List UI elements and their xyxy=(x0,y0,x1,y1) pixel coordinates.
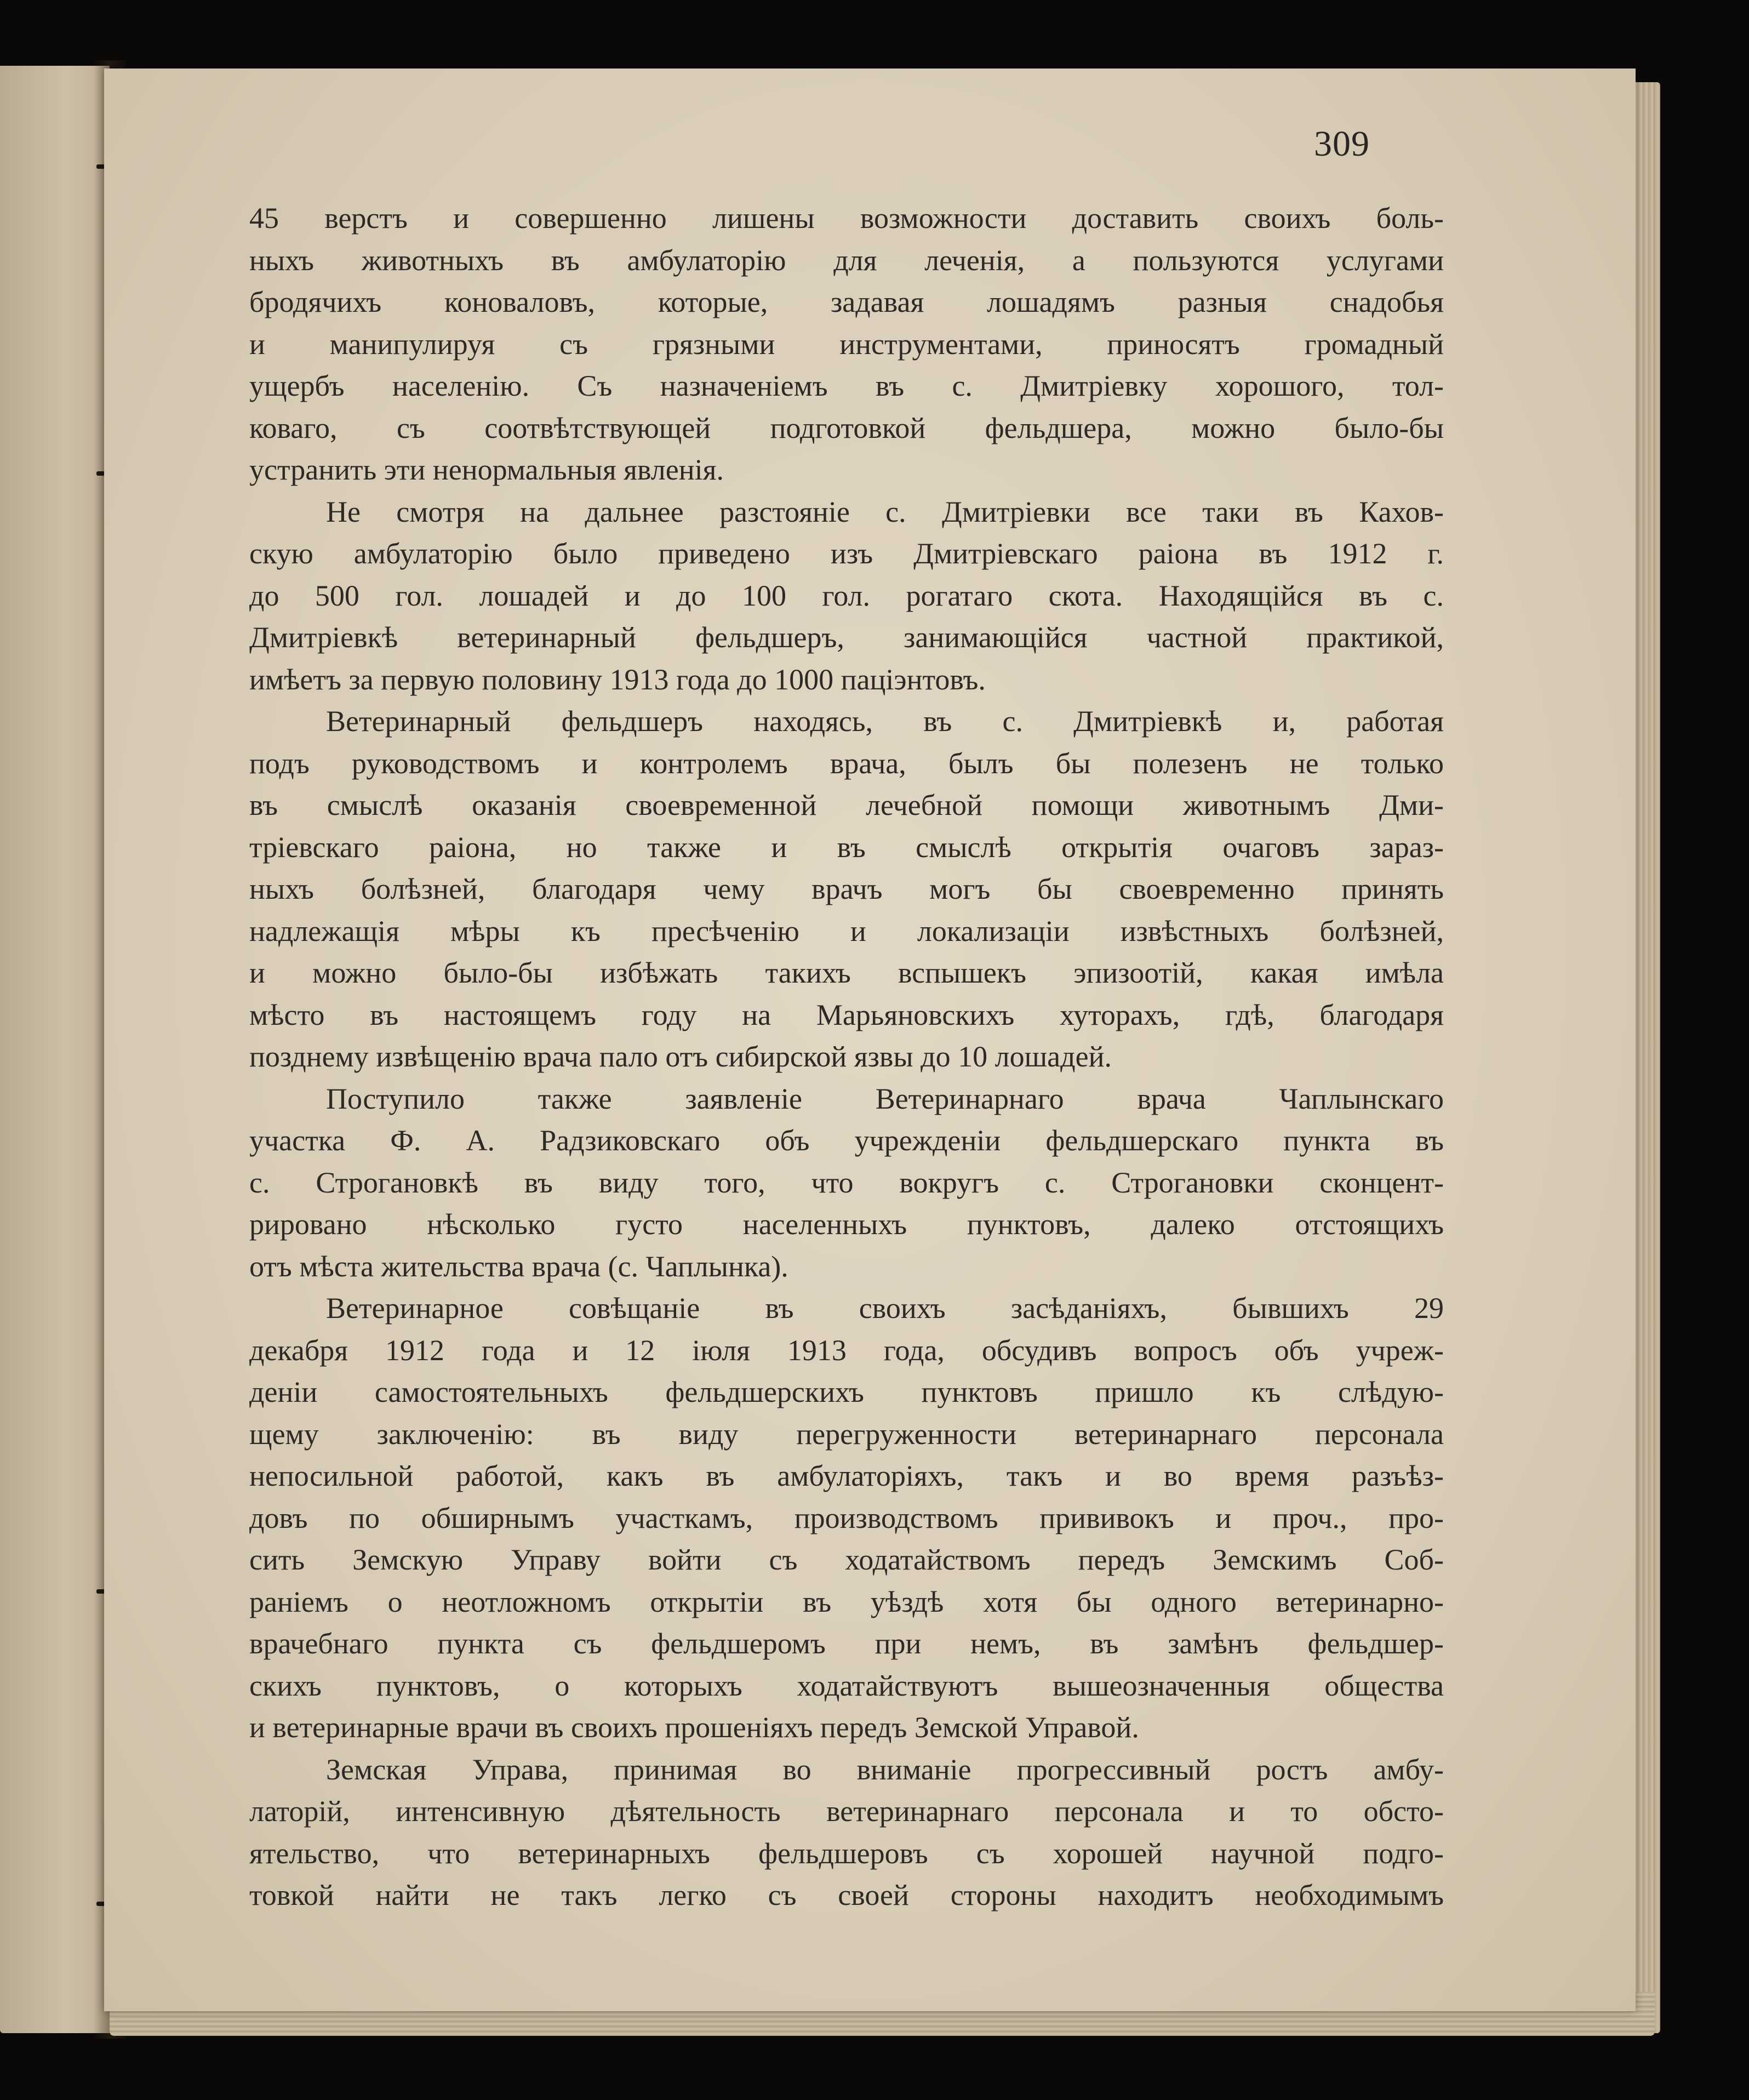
text-line: Дмитріевкѣ ветеринарный фельдшеръ, занимающійся частной практикой, xyxy=(249,621,1444,654)
text-line: коваго, съ соотвѣтствующей подготовкой фельдшера, можно было-бы xyxy=(249,411,1444,444)
text-line: декабря 1912 года и 12 іюля 1913 года, обсудивъ вопросъ объ учреж- xyxy=(249,1333,1444,1367)
text-line: ущербъ населенію. Съ назначеніемъ въ с. Дмитріевку хорошого, тол- xyxy=(249,369,1444,402)
text-line: деніи самостоятельныхъ фельдшерскихъ пунктовъ пришло къ слѣдую- xyxy=(249,1376,1444,1408)
text-line: раніемъ о неотложномъ открытіи въ уѣздѣ хотя бы одного ветеринарно- xyxy=(249,1585,1444,1618)
text-line: скую амбулаторію было приведено изъ Дмитріевскаго раіона въ 1912 г. xyxy=(249,537,1444,570)
text-line: до 500 гол. лошадей и до 100 гол. рогатаго скота. Находящійся въ с. xyxy=(249,579,1444,612)
text-line: Ветеринарный фельдшеръ находясь, въ с. Дмитріевкѣ и, работая xyxy=(326,705,1444,738)
text-line: ныхъ животныхъ въ амбулаторію для леченія, а пользуются услугами xyxy=(249,243,1444,277)
text-line: Поступило также заявленіе Ветеринарнаго врача Чаплынскаго xyxy=(326,1082,1444,1115)
text-line: непосильной работой, какъ въ амбулаторіяхъ, такъ и во время разъѣз- xyxy=(249,1459,1444,1492)
text-line: товкой найти не такъ легко съ своей стороны находитъ необходимымъ xyxy=(249,1879,1444,1911)
text-line: подъ руководствомъ и контролемъ врача, былъ бы полезенъ не только xyxy=(249,746,1444,780)
body-text xyxy=(249,197,1444,1916)
text-line: довъ по обширнымъ участкамъ, производствомъ прививокъ и проч., про- xyxy=(249,1501,1444,1534)
text-line: тріевскаго раіона, но также и въ смыслѣ открытія очаговъ зараз- xyxy=(249,830,1444,864)
text-line: ятельство, что ветеринарныхъ фельдшеровъ съ хорошей научной подго- xyxy=(249,1836,1444,1870)
text-line: имѣетъ за первую половину 1913 года до 1000 паціэнтовъ. xyxy=(249,663,986,696)
text-line: щему заключенію: въ виду перегруженности ветеринарнаго персонала xyxy=(249,1417,1444,1451)
text-line: Не смотря на дальнее разстояніе с. Дмитріевки все таки въ Кахов- xyxy=(326,495,1444,528)
text-line: Земская Управа, принимая во вниманіе прогрессивный ростъ амбу- xyxy=(326,1753,1444,1786)
text-line: отъ мѣста жительства врача (с. Чаплынка). xyxy=(249,1249,788,1283)
text-line: и ветеринарные врачи въ своихъ прошеніяхъ передъ Земской Управой. xyxy=(249,1711,1139,1744)
text-line: мѣсто въ настоящемъ году на Марьяновскихъ хуторахъ, гдѣ, благодаря xyxy=(249,998,1444,1031)
text-line: надлежащія мѣры къ пресѣченію и локализаціи извѣстныхъ болѣзней, xyxy=(249,914,1444,948)
text-line: позднему извѣщенію врача пало отъ сибирской язвы до 10 лошадей. xyxy=(249,1040,1112,1073)
text-line: участка Ф. А. Радзиковскаго объ учрежденіи фельдшерскаго пункта въ xyxy=(249,1124,1444,1157)
page-number: 309 xyxy=(1314,124,1370,164)
text-line: с. Строгановкѣ въ виду того, что вокругъ с. Строгановки сконцент- xyxy=(249,1166,1444,1199)
text-line: бродячихъ коноваловъ, которые, задавая лошадямъ разныя снадобья xyxy=(249,286,1444,318)
text-line: скихъ пунктовъ, о которыхъ ходатайствуютъ вышеозначенныя общества xyxy=(249,1669,1444,1702)
text-line: и манипулируя съ грязными инструментами, приносятъ громадный xyxy=(249,327,1444,361)
text-line: 45 верстъ и совершенно лишены возможности доставить своихъ боль- xyxy=(249,202,1444,235)
text-line: и можно было-бы избѣжать такихъ вспышекъ эпизоотій, какая имѣла xyxy=(249,956,1444,989)
text-line: ныхъ болѣзней, благодаря чему врачъ могъ бы своевременно принять xyxy=(249,872,1444,905)
text-line: рировано нѣсколько густо населенныхъ пунктовъ, далеко отстоящихъ xyxy=(249,1208,1444,1241)
text-line: въ смыслѣ оказанія своевременной лечебной помощи животнымъ Дми- xyxy=(249,789,1444,821)
text-line: врачебнаго пункта съ фельдшеромъ при немъ, въ замѣнъ фельдшер- xyxy=(249,1627,1444,1660)
text-line: Ветеринарное совѣщаніе въ своихъ засѣданіяхъ, бывшихъ 29 xyxy=(326,1292,1444,1325)
text-line: латорій, интенсивную дѣятельность ветеринарнаго персонала и то обсто- xyxy=(249,1795,1444,1828)
text-line: сить Земскую Управу войти съ ходатайствомъ передъ Земскимъ Соб- xyxy=(249,1543,1444,1576)
text-line: устранить эти ненормальныя явленія. xyxy=(249,453,724,486)
